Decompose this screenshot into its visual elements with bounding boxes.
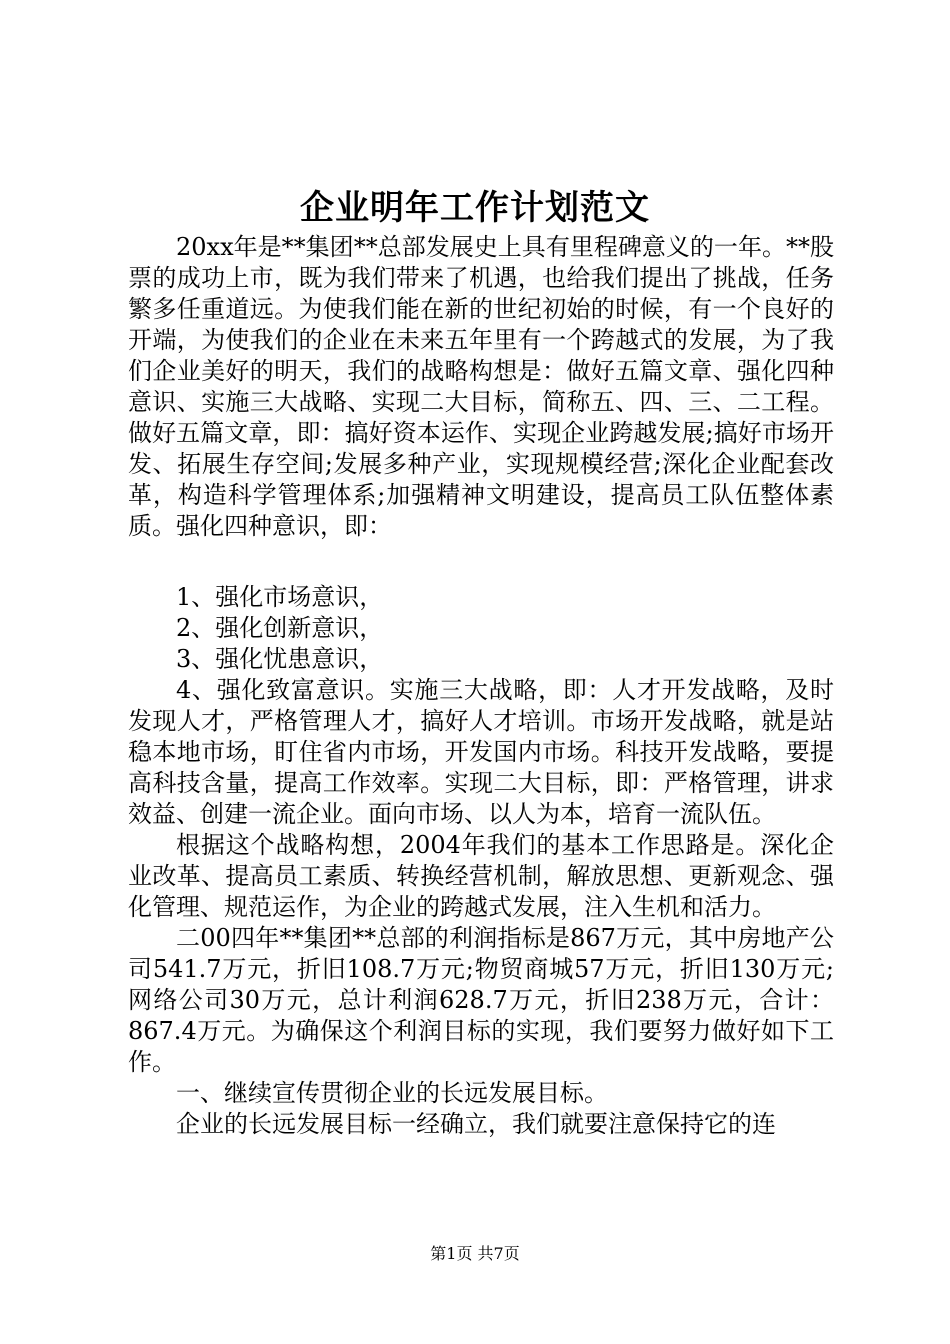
paragraph-continuation: 企业的长远发展目标一经确立，我们就要注意保持它的连 (176, 1110, 776, 1138)
paragraph-gap (128, 542, 834, 582)
document-body (128, 232, 834, 1140)
list-item-market: 1、强化市场意识， (176, 583, 384, 611)
paragraph-work-approach: 根据这个战略构想，2004年我们的基本工作思路是。深化企业改革、提高员工素质、转换经营机制，解放思想、更新观念、强化管理、规范运作，为企业的跨越式发展，注入生机和活力。 (128, 831, 834, 921)
paragraph-profit-target: 二00四年**集团**总部的利润指标是867万元，其中房地产公司541.7万元，折旧108.7万元;物贸商城57万元，折旧130万元;网络公司30万元，总计利润628.7万元，折旧238万元，合计：867.4万元。为确保这个利润目标的实现，我们要努力做好如下工作。 (128, 924, 834, 1076)
paragraph-intro: 20xx年是**集团**总部发展史上具有里程碑意义的一年。**股票的成功上市，既为我们带来了机遇，也给我们提出了挑战，任务繁多任重道远。为使我们能在新的世纪初始的时候，有一个良好的开端，为使我们的企业在未来五年里有一个跨越式的发展，为了我们企业美好的明天，我们的战略构想是：做好五篇文章、强化四种意识、实施三大战略、实现二大目标，简称五、四、三、二工程。做好五篇文章，即：搞好资本运作、实现企业跨越发展;搞好市场开发、拓展生存空间;发展多种产业，实现规模经营;深化企业配套改革，构造科学管理体系;加强精神文明建设，提高员工队伍整体素质。强化四种意识，即： (128, 233, 834, 540)
section-heading-one: 一、继续宣传贯彻企业的长远发展目标。 (176, 1079, 608, 1107)
list-item-wealth: 4、强化致富意识。实施三大战略，即：人才开发战略，及时发现人才，严格管理人才，搞好人才培训。市场开发战略，就是站稳本地市场，盯住省内市场，开发国内市场。科技开发战略，要提高科技含量，提高工作效率。实现二大目标，即：严格管理，讲求效益、创建一流企业。面向市场、以人为本，培育一流队伍。 (128, 676, 834, 828)
list-item-risk: 3、强化忧患意识， (176, 645, 384, 673)
page-number: 第1页 共7页 (430, 1244, 520, 1263)
list-item-innovation: 2、强化创新意识， (176, 614, 384, 642)
document-title: 企业明年工作计划范文 (300, 188, 650, 228)
